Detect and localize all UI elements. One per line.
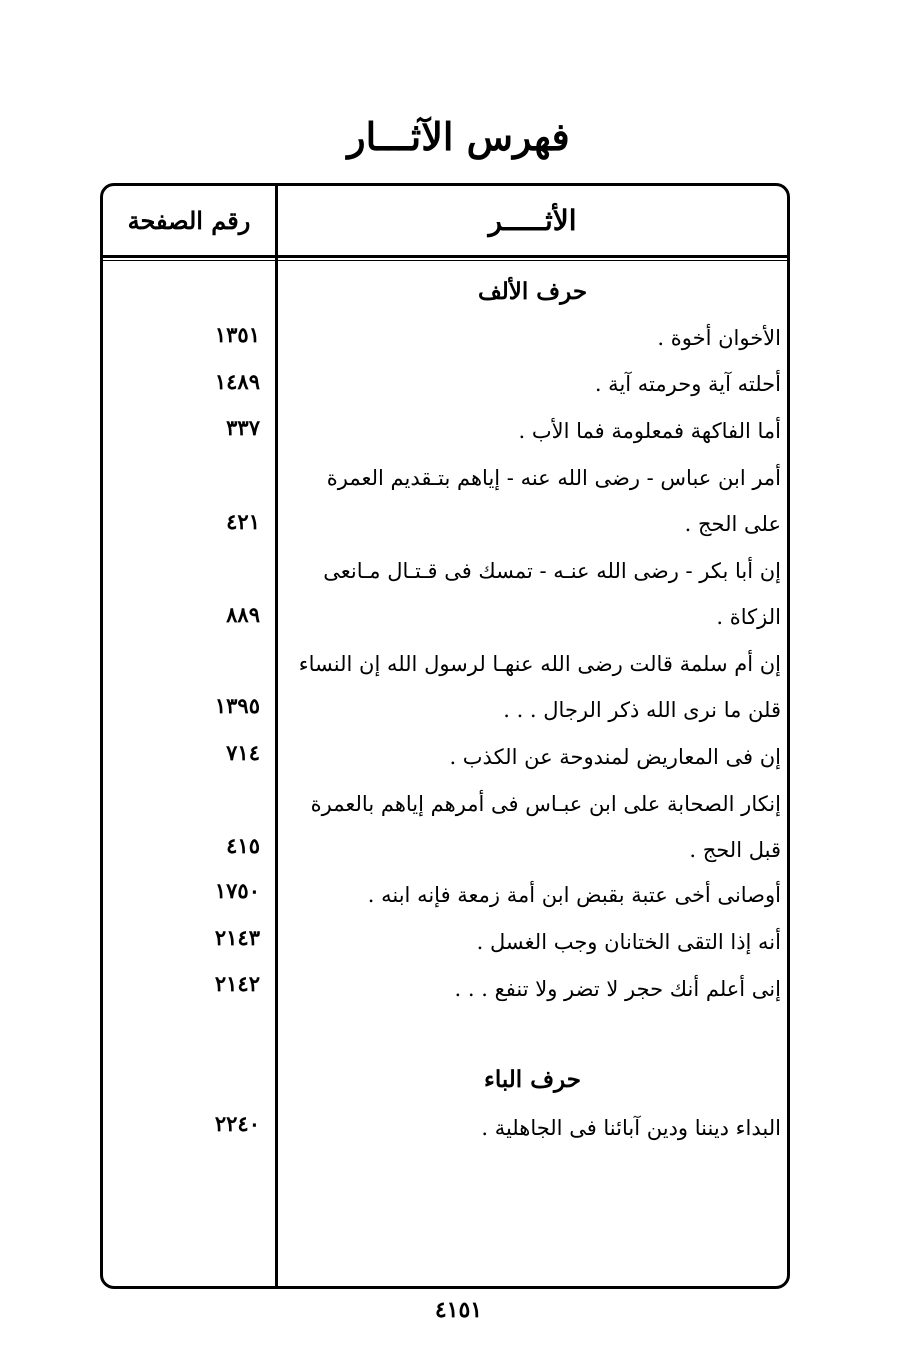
athar-column-header: الأثـــــر (488, 204, 577, 237)
entry-text: أنه إذا التقى الختانان وجب الغسل . (476, 930, 781, 954)
footer-page-number: ٤١٥١ (434, 1297, 483, 1323)
entry-text: قبل الحج . (689, 838, 781, 862)
entry-page-number: ٢٢٤٠ (214, 1111, 260, 1136)
section-heading-ba: حرف الباء (484, 1066, 581, 1093)
entry-text: إن أم سلمة قالت رضى الله عنهـا لرسول الله إن النساء (298, 652, 781, 676)
entry-text: أحلته آية وحرمته آية . (594, 372, 781, 396)
entry-text: أما الفاكهة فمعلومة فما الأب . (518, 419, 781, 443)
entry-text: قلن ما نرى الله ذكر الرجال . . . (503, 698, 781, 722)
page-number-column-header: رقم الصفحة (127, 206, 251, 235)
entry-text: إنكار الصحابة على ابن عبـاس فى أمرهم إياهم بالعمرة (310, 792, 781, 816)
entry-page-number: ١٤٨٩ (214, 369, 260, 394)
section-heading-alif: حرف الألف (477, 278, 588, 305)
entry-page-number: ١٣٥١ (214, 322, 260, 347)
entry-page-number: ١٣٩٥ (214, 693, 260, 718)
entry-text: على الحج . (684, 512, 781, 536)
entry-text: أمر ابن عباس - رضى الله عنه - إياهم بتـقديم العمرة (326, 466, 781, 490)
page-title: فهرس الآثـــار (347, 114, 570, 159)
entry-text: البداء ديننا ودين آبائنا فى الجاهلية . (481, 1116, 781, 1140)
entry-page-number: ٧١٤ (226, 740, 260, 765)
entry-text: إن فى المعاريض لمندوحة عن الكذب . (449, 745, 781, 769)
entry-page-number: ٤١٥ (226, 833, 260, 858)
header-rule-thin (100, 260, 790, 261)
entry-page-number: ٤٢١ (226, 509, 260, 534)
column-divider (275, 183, 278, 1289)
entry-page-number: ٣٣٧ (226, 415, 260, 440)
entry-page-number: ٢١٤٢ (214, 971, 260, 996)
entry-text: إن أبا بكر - رضى الله عنـه - تمسك فى قـتـال مـانعى (323, 559, 781, 583)
entry-page-number: ٨٨٩ (226, 602, 260, 627)
entry-text: الزكاة . (716, 605, 781, 629)
header-rule (100, 255, 790, 258)
entry-text: أوصانى أخى عتبة بقبض ابن أمة زمعة فإنه ابنه . (367, 883, 781, 907)
entry-page-number: ٢١٤٣ (214, 925, 260, 950)
entry-page-number: ١٧٥٠ (214, 878, 260, 903)
entry-text: الأخوان أخوة . (657, 326, 781, 350)
entry-text: إنى أعلم أنك حجر لا تضر ولا تنفع . . . (454, 977, 781, 1001)
